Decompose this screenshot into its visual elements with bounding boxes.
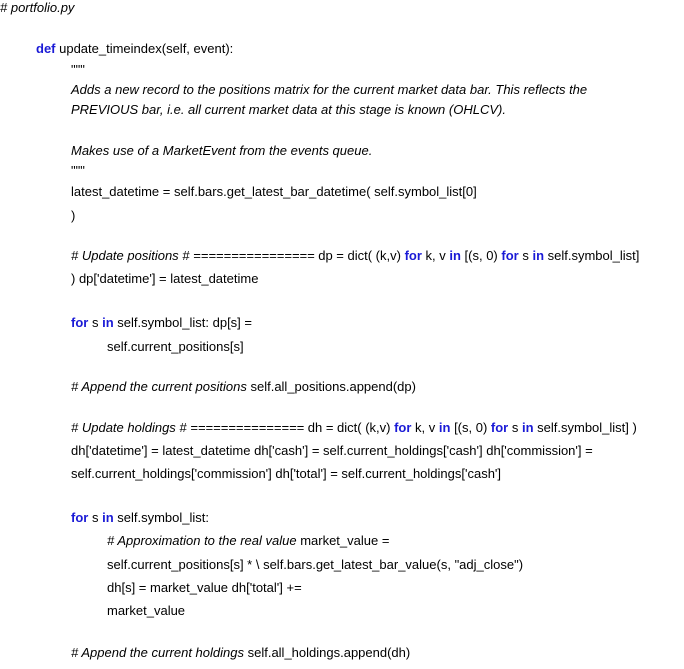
for-keyword: for bbox=[501, 248, 519, 263]
in-keyword: in bbox=[438, 420, 451, 435]
market-value-line: self.current_positions[s] * \ self.bars.get_latest_bar_value(s, "adj_close") bbox=[107, 557, 524, 572]
docstring-line-2: PREVIOUS bar, i.e. all current market data at this stage is known (OHLCV). bbox=[71, 102, 506, 117]
for-keyword: for bbox=[71, 315, 89, 330]
update-positions-line: # Update positions # ================ dp = dict( (k,v) for k, v in [(s, 0) for s in self.symbol_list] bbox=[71, 248, 640, 263]
append-positions-comment: # Append the current positions bbox=[71, 379, 247, 394]
update-holdings-line: # Update holdings # =============== dh = dict( (k,v) for k, v in [(s, 0) for s in self.symbol_list] ) bbox=[71, 420, 637, 435]
def-signature: update_timeindex(self, event): bbox=[55, 41, 234, 56]
in-keyword: in bbox=[102, 315, 114, 330]
docstring-close: """ bbox=[71, 163, 85, 178]
file-header-comment: # portfolio.py bbox=[0, 0, 75, 15]
closing-paren-line: ) bbox=[71, 208, 76, 223]
append-positions-line: # Append the current positions self.all_positions.append(dp) bbox=[71, 379, 416, 394]
in-keyword: in bbox=[521, 420, 534, 435]
market-value-end-line: market_value bbox=[107, 603, 186, 618]
for-holdings-line: for s in self.symbol_list: bbox=[71, 510, 210, 525]
in-keyword: in bbox=[449, 248, 461, 263]
update-holdings-comment: # Update holdings # =============== bbox=[71, 420, 305, 435]
in-keyword: in bbox=[102, 510, 114, 525]
current-positions-line: self.current_positions[s] bbox=[107, 339, 244, 354]
append-holdings-line: # Append the current holdings self.all_holdings.append(dh) bbox=[71, 645, 411, 660]
append-holdings-comment: # Append the current holdings bbox=[71, 645, 244, 660]
approximation-line: # Approximation to the real value market_value = bbox=[107, 533, 390, 548]
docstring-open: """ bbox=[71, 62, 85, 77]
dh-datetime-line: dh['datetime'] = latest_datetime dh['cash'] = self.current_holdings['cash'] dh['commission'] = bbox=[71, 443, 593, 458]
approximation-comment: # Approximation to the real value bbox=[107, 533, 297, 548]
for-keyword: for bbox=[71, 510, 89, 525]
docstring-line-3: Makes use of a MarketEvent from the events queue. bbox=[71, 143, 373, 158]
docstring-line-1: Adds a new record to the positions matrix for the current market data bar. This reflects the bbox=[71, 82, 588, 97]
for-positions-line: for s in self.symbol_list: dp[s] = bbox=[71, 315, 253, 330]
dh-total-line: dh[s] = market_value dh['total'] += bbox=[107, 580, 302, 595]
def-line bbox=[36, 41, 233, 57]
update-positions-comment: # Update positions # ================ bbox=[71, 248, 315, 263]
for-keyword: for bbox=[394, 420, 412, 435]
dp-datetime-line: ) dp['datetime'] = latest_datetime bbox=[71, 271, 259, 286]
latest-datetime-line: latest_datetime = self.bars.get_latest_bar_datetime( self.symbol_list[0] bbox=[71, 184, 477, 199]
in-keyword: in bbox=[532, 248, 545, 263]
def-keyword: def bbox=[36, 41, 56, 56]
dh-commission-line: self.current_holdings['commission'] dh['total'] = self.current_holdings['cash'] bbox=[71, 466, 502, 481]
for-keyword: for bbox=[404, 248, 422, 263]
for-keyword: for bbox=[490, 420, 509, 435]
